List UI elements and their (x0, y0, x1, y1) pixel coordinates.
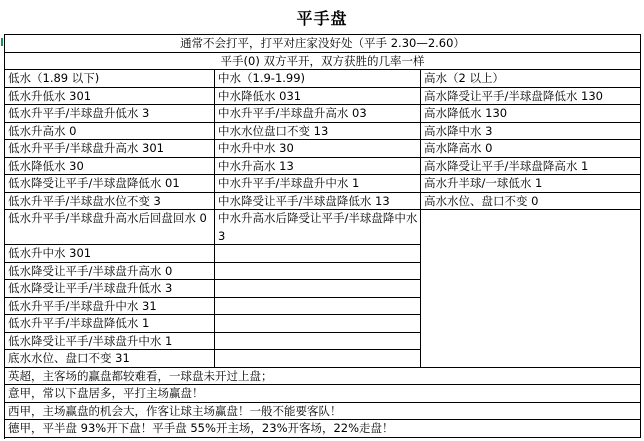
mid-cell: 中水升高水 13 (215, 158, 421, 176)
mid-cell-empty (215, 333, 421, 351)
high-cell: 高水降受让平手/半球盘降高水 1 (421, 158, 641, 176)
low-cell: 低水升平手/半球盘升高水后回盘回水 0 (5, 210, 215, 245)
note-row-2: 平手(0) 双方平开，双方获胜的几率一样 (5, 53, 641, 71)
cell-marker (1, 38, 3, 46)
mid-cell-empty (215, 280, 421, 298)
high-cell: 高水降低水 130 (421, 105, 641, 123)
footer-note-germany: 德甲，平半盘 93%开下盘！平手盘 55%开主场，23%开客场，22%走盘！ (5, 420, 641, 438)
mid-cell-empty (215, 350, 421, 368)
low-cell: 低水升高水 0 (5, 123, 215, 141)
mid-cell-empty (215, 263, 421, 281)
mid-cell-empty (215, 245, 421, 263)
handicap-table (4, 34, 641, 439)
column-header-low: 低水（1.89 以下) (5, 70, 215, 88)
low-cell: 低水升低水 301 (5, 88, 215, 106)
mid-cell: 中水降受让平手/半球盘降低水 13 (215, 193, 421, 211)
footer-note-spain: 西甲，主场赢盘的机会大，作客让球主场赢盘！一般不能要客队！ (5, 403, 641, 421)
mid-cell: 中水水位盘口不变 13 (215, 123, 421, 141)
low-cell: 低水升平手/半球盘降低水 1 (5, 315, 215, 333)
footer-note-italy: 意甲，常以下盘居多，平打主场赢盘！ (5, 385, 641, 403)
high-cell: 高水降受让平手/半球盘降低水 130 (421, 88, 641, 106)
high-cell: 高水水位、盘口不变 0 (421, 193, 641, 211)
low-cell: 低水降受让平手/半球盘升低水 3 (5, 280, 215, 298)
high-cell: 高水降中水 3 (421, 123, 641, 141)
mid-cell: 中水升中水 30 (215, 140, 421, 158)
low-cell: 底水水位、盘口不变 31 (5, 350, 215, 368)
high-cell-empty (421, 210, 641, 368)
mid-cell-empty (215, 315, 421, 333)
mid-cell: 中水升高水后降受让平手/半球盘降中水 3 (215, 210, 421, 245)
high-cell: 高水升半球/一球低水 1 (421, 175, 641, 193)
mid-cell: 中水升平手/半球盘升高水 03 (215, 105, 421, 123)
mid-cell: 中水升平手/半球盘升中水 1 (215, 175, 421, 193)
low-cell: 低水升中水 301 (5, 245, 215, 263)
low-cell: 低水升平手/半球盘升中水 31 (5, 298, 215, 316)
low-cell: 低水降受让平手/半球盘降低水 01 (5, 175, 215, 193)
column-header-mid: 中水（1.9-1.99) (215, 70, 421, 88)
mid-cell-empty (215, 298, 421, 316)
page-title: 平手盘 (296, 9, 348, 28)
mid-cell: 中水降低水 031 (215, 88, 421, 106)
low-cell: 低水升平手/半球盘升低水 3 (5, 105, 215, 123)
column-header-high: 高水（2 以上） (421, 70, 641, 88)
high-cell: 高水降高水 0 (421, 140, 641, 158)
low-cell: 低水升平手/半球盘水位不变 3 (5, 193, 215, 211)
note-row-1: 通常不会打平，打平对庄家没好处（平手 2.30—2.60） (5, 35, 641, 53)
footer-note-england: 英超，主客场的赢盘都较难看，一球盘未开过上盘； (5, 368, 641, 386)
low-cell: 低水降低水 30 (5, 158, 215, 176)
low-cell: 低水降受让平手/半球盘升高水 0 (5, 263, 215, 281)
low-cell: 低水降受让平手/半球盘升中水 1 (5, 333, 215, 351)
low-cell: 低水升平手/半球盘升高水 301 (5, 140, 215, 158)
